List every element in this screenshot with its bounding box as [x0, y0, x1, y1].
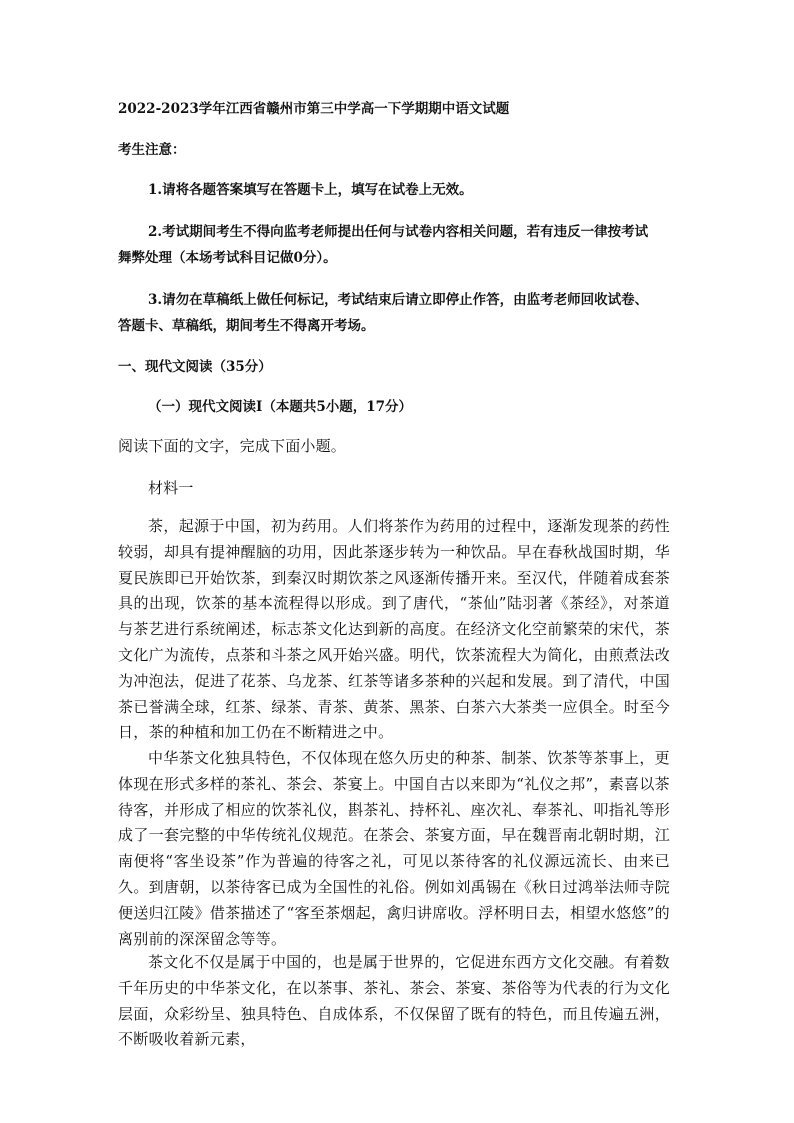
material-label: 材料一: [148, 479, 194, 497]
notice-item-2-line-2: 舞弊处理（本场考试科目记做0分）。: [118, 250, 337, 266]
section-heading: 一、现代文阅读（35分）: [118, 359, 272, 375]
section-subheading: （一）现代文阅读Ⅰ（本题共5小题，17分）: [148, 399, 412, 415]
notice-item-3-line-2: 答题卡、草稿纸，期间考生不得离开考场。: [118, 318, 375, 334]
notice-item-1: 1.请将各题答案填写在答题卡上，填写在试卷上无效。: [148, 182, 473, 198]
passage-paragraph-1: 茶，起源于中国，初为药用。人们将茶作为药用的过程中，逐渐发现茶的药性较弱，却具有提神醒脑的功用，因此茶逐步转为一种饮品。早在春秋战国时期，华夏民族即已开始饮茶，到秦汉时期饮茶之风逐渐传播开来。至汉代，伴随着成套茶具的出现，饮茶的基本流程得以形成。到了唐代，“茶仙”陆羽著《茶经》，对茶道与茶艺进行系统阐述，标志茶文化达到新的高度。在经济文化空前繁荣的宋代，茶文化广为流传，点茶和斗茶之风开始兴盛。明代，饮茶流程大为简化，由煎煮法改为冲泡法，促进了花茶、乌龙茶、红茶等诸多茶种的兴起和发展。到了清代，中国茶已誉满全球，红茶、绿茶、青茶、黄茶、黑茶、白茶六大茶类一应俱全。时至今日，茶的种植和加工仍在不断精进之中。: [118, 517, 670, 742]
notice-heading: 考生注意：: [118, 142, 186, 158]
notice-item-2-line-1: 2.考试期间考生不得向监考老师提出任何与试卷内容相关问题，若有违反一律按考试: [148, 224, 649, 240]
notice-item-3-line-1: 3.请勿在草稿纸上做任何标记，考试结束后请立即停止作答，由监考老师回收试卷、: [148, 292, 649, 308]
reading-instruction: 阅读下面的文字，完成下面小题。: [118, 437, 347, 455]
passage-paragraph-3: 茶文化不仅是属于中国的，也是属于世界的，它促进东西方文化交融。有着数千年历史的中华茶文化，在以茶事、茶礼、茶会、茶宴、茶俗等为代表的行为文化层面，众彩纷呈、独具特色、自成体系，不仅保留了既有的特色，而且传遍五洲，不断吸收着新元素，: [118, 953, 670, 1049]
exam-title: 2022-2023学年江西省赣州市第三中学高一下学期期中语文试题: [118, 101, 510, 117]
passage-paragraph-2: 中华茶文化独具特色，不仅体现在悠久历史的种茶、制茶、饮茶等茶事上，更体现在形式多样的茶礼、茶会、茶宴上。中国自古以来即为“礼仪之邦”，素喜以茶待客，并形成了相应的饮茶礼仪，斟茶礼、持杯礼、座次礼、奉茶礼、叩指礼等形成了一套完整的中华传统礼仪规范。在茶会、茶宴方面，早在魏晋南北朝时期，江南便将“客坐设茶”作为普遍的待客之礼，可见以茶待客的礼仪源远流长、由来已久。到唐朝，以茶待客已成为全国性的礼俗。例如刘禹锡在《秋日过鸿举法师寺院便送归江陵》借茶描述了“客至茶烟起，禽归讲席收。浮杯明日去，相望水悠悠”的离别前的深深留念等等。: [118, 749, 670, 948]
